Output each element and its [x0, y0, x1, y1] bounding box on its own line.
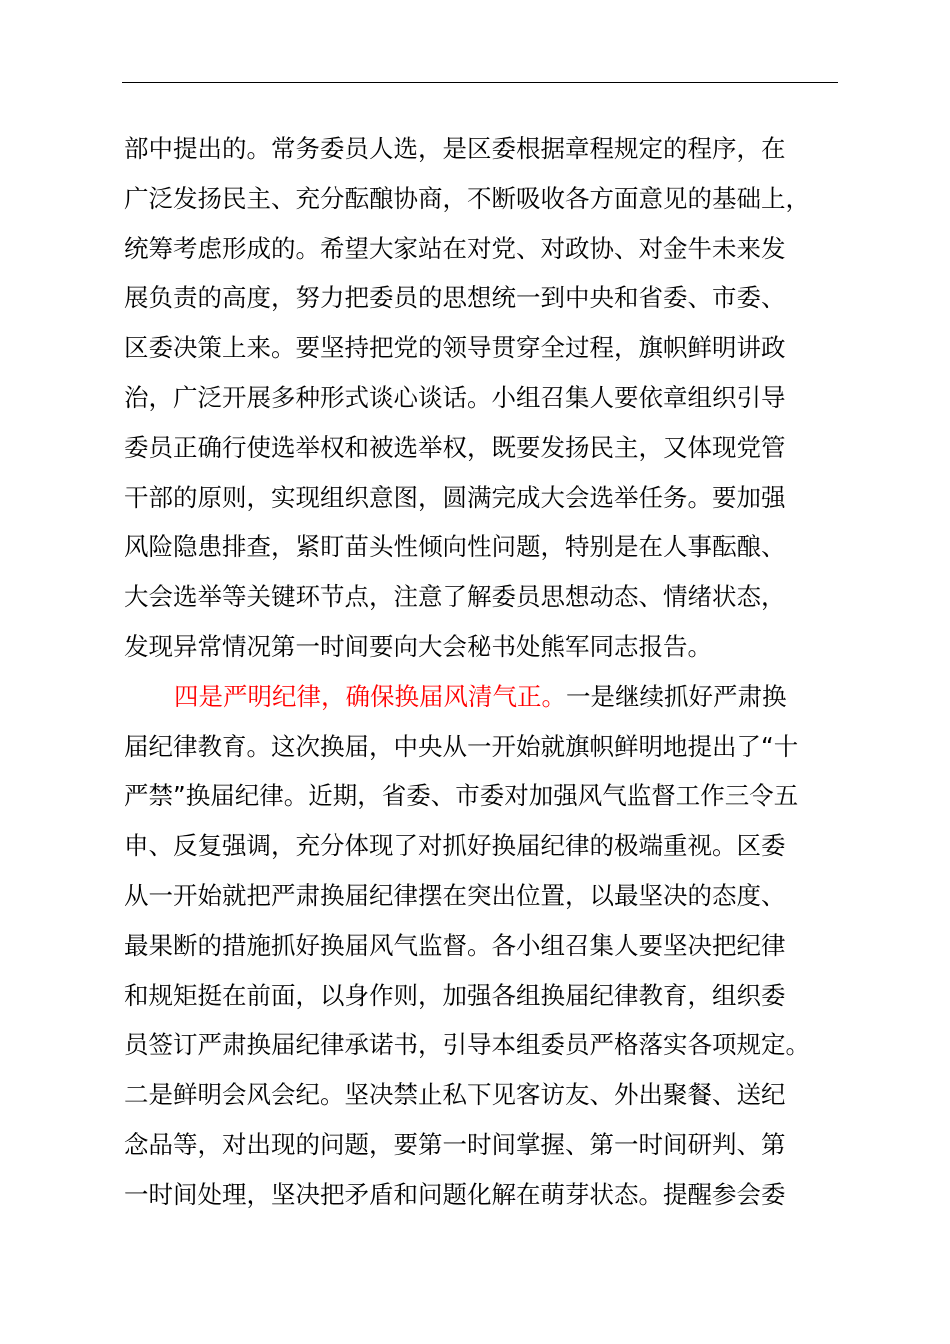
text-line-10: 大会选举等关键环节点，注意了解委员思想动态、情绪状态， [124, 582, 786, 612]
body-text [124, 124, 884, 1220]
section-4-heading: 四是严明纪律，确保换届风清气正。 [174, 681, 566, 711]
header-rule [122, 82, 838, 83]
section-4-first-line [124, 672, 884, 722]
text-line-21: 念品等，对出现的问题，要第一时间掌握、第一时间研判、第 [124, 1129, 786, 1159]
text-line-18: 和规矩挺在前面，以身作则，加强各组换届纪律教育，组织委 [124, 980, 786, 1010]
text-line-2: 广泛发扬民主、充分酝酿协商，不断吸收各方面意见的基础上， [124, 183, 810, 213]
text-line-6: 治，广泛开展多种形式谈心谈话。小组召集人要依章组织引导 [124, 382, 786, 412]
text-line-17: 最果断的措施抓好换届风气监督。各小组召集人要坚决把纪律 [124, 930, 786, 960]
text-line-15: 申、反复强调，充分体现了对抓好换届纪律的极端重视。区委 [124, 831, 786, 861]
text-line-3: 统筹考虑形成的。希望大家站在对党、对政协、对金牛未来发 [124, 233, 786, 263]
text-line-13: 届纪律教育。这次换届，中央从一开始就旗帜鲜明地提出了“十 [124, 731, 799, 761]
text-line-14: 严禁”换届纪律。近期，省委、市委对加强风气监督工作三令五 [124, 781, 799, 811]
text-line-5: 区委决策上来。要坚持把党的领导贯穿全过程，旗帜鲜明讲政 [124, 333, 786, 363]
text-line-9: 风险隐患排查，紧盯苗头性倾向性问题，特别是在人事酝酿、 [124, 532, 786, 562]
text-line-22: 一时间处理，坚决把矛盾和问题化解在萌芽状态。提醒参会委 [124, 1179, 786, 1209]
text-line-11: 发现异常情况第一时间要向大会秘书处熊军同志报告。 [124, 631, 712, 661]
text-line-4: 展负责的高度，努力把委员的思想统一到中央和省委、市委、 [124, 283, 786, 313]
text-line-1: 部中提出的。常务委员人选，是区委根据章程规定的程序，在 [124, 134, 786, 163]
text-line-19: 员签订严肃换届纪律承诺书，引导本组委员严格落实各项规定。 [124, 1030, 810, 1060]
text-line-20: 二是鲜明会风会纪。坚决禁止私下见客访友、外出聚餐、送纪 [124, 1080, 786, 1110]
text-line-16: 从一开始就把严肃换届纪律摆在突出位置，以最坚决的态度、 [124, 880, 786, 910]
section-4-first-line-rest: 一是继续抓好严肃换 [566, 681, 787, 711]
text-line-8: 干部的原则，实现组织意图，圆满完成大会选举任务。要加强 [124, 482, 786, 512]
text-line-7: 委员正确行使选举权和被选举权，既要发扬民主，又体现党管 [124, 432, 786, 462]
